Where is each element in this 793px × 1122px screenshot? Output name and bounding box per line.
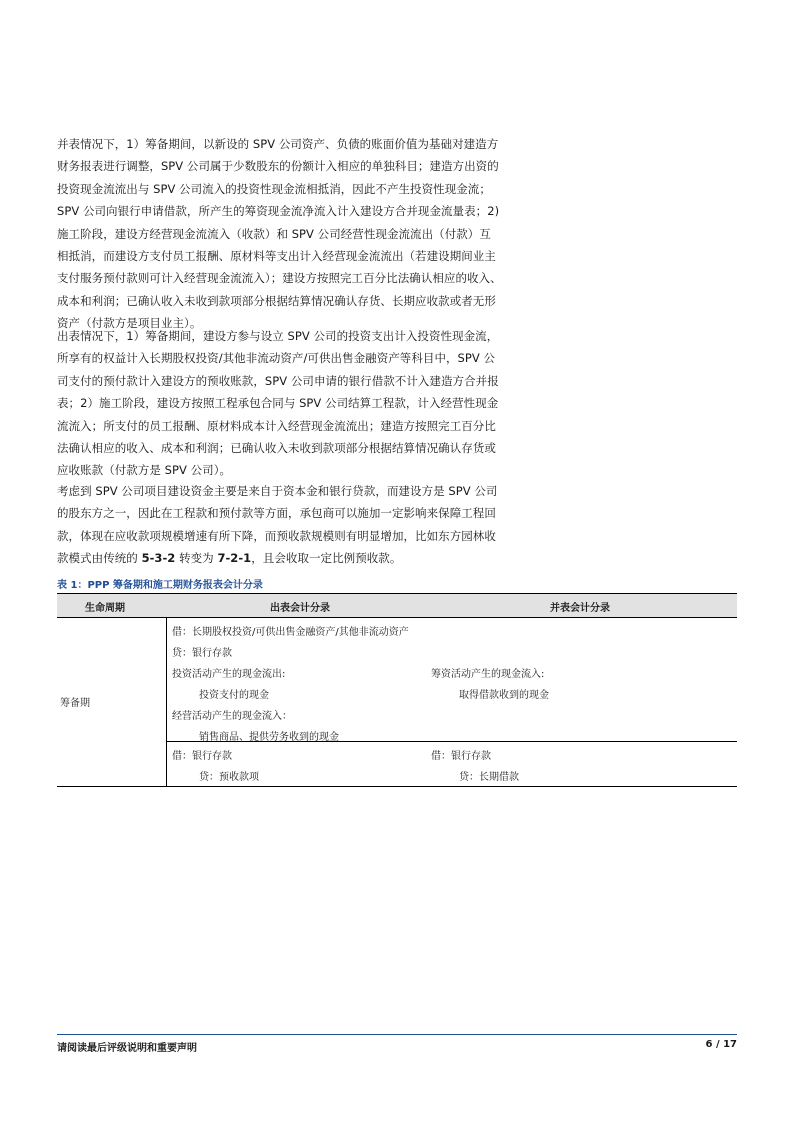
entry-line: 投资支付的现金 [199,690,269,701]
text-line: 所享有的权益计入长期股权投资/其他非流动资产/可供出售金融资产等科目中，SPV 公 [57,351,496,366]
header-off-balance: 出表会计分录 [270,603,330,614]
entry-line: 筹资活动产生的现金流入: [431,669,545,680]
entry-line: 借：银行存款 [431,751,491,762]
table-header-row [57,593,737,618]
entry-line: 借：银行存款 [172,751,232,762]
text-line: SPV 公司向银行申请借款，所产生的筹资现金流净流入计入建设方合并现金流量表；2) [57,204,500,219]
text-line: 法确认相应的收入、成本和利润；已确认收入未收到款项部分根据结算情况确认存货或 [57,441,496,456]
text-line: 成本和利润；已确认收入未收到款项部分根据结算情况确认存货、长期应收款或者无形 [57,293,496,308]
footer-disclaimer: 请阅读最后评级说明和重要声明 [57,1043,197,1054]
text-line: 出表情况下，1）筹备期间，建设方参与设立 SPV 公司的投资支出计入投资性现金流， [57,329,499,343]
entry-line: 贷：长期借款 [459,772,519,783]
entry-line: 销售商品、提供劳务收到的现金 [199,732,339,743]
paragraph-off-balance [57,325,515,482]
ratio-new: 7-2-1 [217,551,252,566]
text-line: 投资现金流流出与 SPV 公司流入的投资性现金流相抵消，因此不产生投资性现金流； [57,181,491,196]
entry-line: 贷：银行存款 [172,648,232,659]
text-segment: ，且会收取一定比例预收款。 [251,551,402,566]
ratio-old: 5-3-2 [141,551,176,566]
table-caption: 表 1：PPP 筹备期和施工期财务报表会计分录 [57,580,263,591]
text-line: 相抵消，而建设方支付员工报酬、原材料等支出计入经营现金流流出（若建设期间业主 [57,249,496,264]
page-number: 6 / 17 [705,1039,737,1050]
column-divider [166,618,167,786]
header-lifecycle: 生命周期 [85,603,125,614]
text-line: 司支付的预付款计入建设方的预收账款，SPV 公司申请的银行借款不计入建造方合并报 [57,373,499,388]
text-line: 支付服务预付款则可计入经营现金流流入）；建设方按照完工百分比法确认相应的收入、 [57,271,502,286]
footer-rule [57,1034,737,1035]
paragraph-payment-terms [57,480,515,570]
entry-line: 投资活动产生的现金流出: [172,669,286,680]
text-line: 考虑到 SPV 公司项目建设资金主要是来自于资本金和银行贷款，而建设方是 SPV 公司 [57,484,498,498]
header-consolidated: 并表会计分录 [550,603,610,614]
text-line: 流流入；所支付的员工报酬、原材料成本计入经营现金流流出；建造方按照完工百分比 [57,418,496,433]
text-line: 款，体现在应收款项规模增速有所下降，而预收款规模则有明显增加，比如东方园林收 [57,528,496,543]
paragraph-consolidated [57,133,515,335]
table-body [57,618,737,787]
text-line: 应收账款（付款方是 SPV 公司）。 [57,463,232,478]
text-line: 施工阶段，建设方经营现金流流入（收款）和 SPV 公司经营性现金流流出（付款）互 [57,226,491,241]
entry-line: 借：长期股权投资/可供出售金融资产/其他非流动资产 [172,627,409,638]
text-line: 的股东方之一，因此在工程款和预付款等方面，承包商可以施加一定影响来保障工程回 [57,506,496,521]
entry-line: 贷：预收款项 [199,772,259,783]
period-cell: 筹备期 [60,698,90,709]
text-line: 财务报表进行调整，SPV 公司属于少数股东的份额计入相应的单独科目；建造方出资的 [57,159,499,174]
entry-line: 取得借款收到的现金 [459,690,549,701]
entry-line: 经营活动产生的现金流入： [172,711,292,722]
text-line: 并表情况下，1）筹备期间，以新设的 SPV 公司资产、负债的账面价值为基础对建造方 [57,137,499,151]
text-segment: 款模式由传统的 [57,551,142,566]
text-line: 资产（付款方是项目业主）。 [57,316,202,331]
accounting-entries-table [57,593,737,787]
text-line-last [57,547,515,569]
text-segment: 转变为 [175,551,218,566]
text-line: 表；2）施工阶段，建设方按照工程承包合同与 SPV 公司结算工程款，计入经营性现金 [57,396,499,411]
row-divider [166,741,737,742]
